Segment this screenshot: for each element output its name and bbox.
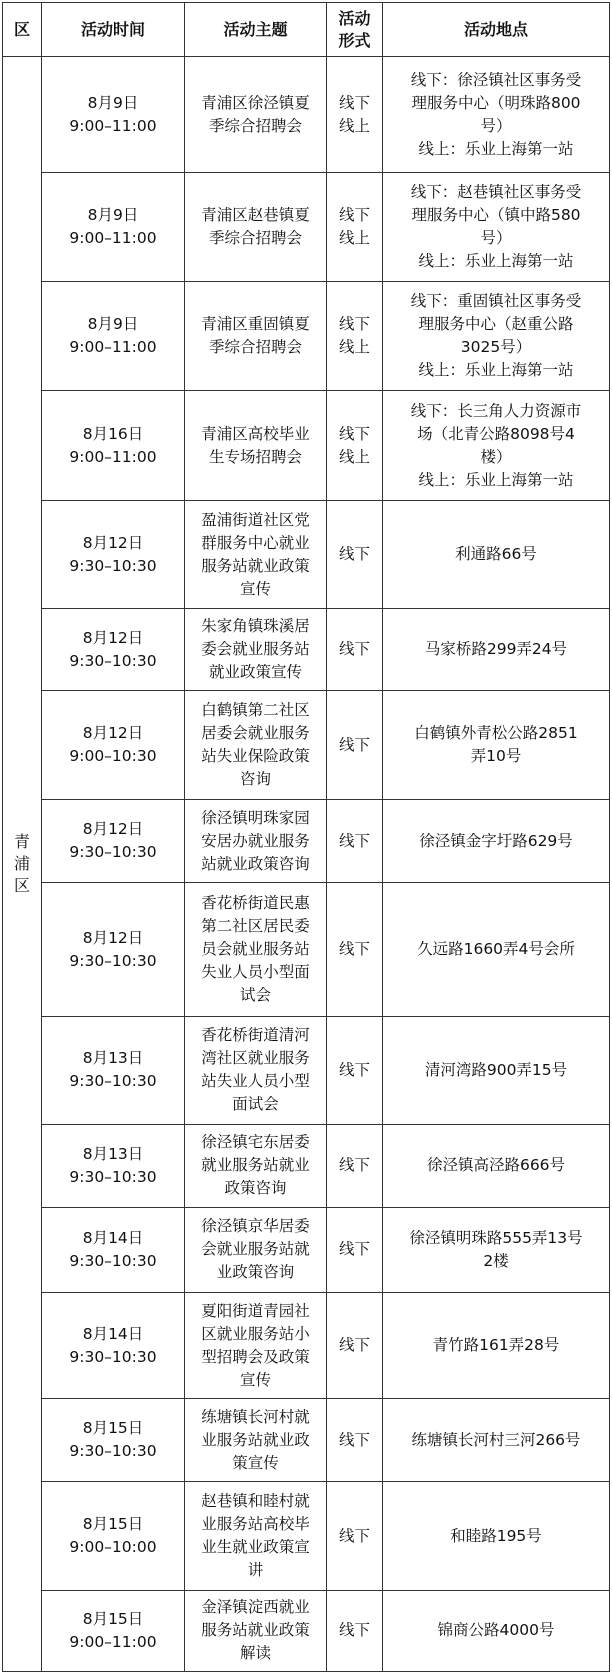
time-cell (42, 883, 185, 1017)
theme-cell-line: 面试会 (232, 1095, 279, 1114)
theme-cell-line: 业服务站就业政 (201, 1430, 310, 1449)
time-cell (42, 800, 185, 883)
location-cell (383, 281, 610, 391)
time-cell (42, 57, 185, 173)
form-cell (327, 1124, 383, 1207)
theme-cell-line: 金泽镇淀西就业 (201, 1598, 310, 1617)
theme-cell-line: 失业人员小型面 (201, 963, 310, 982)
time-cell-line: 9:30–10:30 (69, 1167, 157, 1186)
time-cell-line: 8月15日 (82, 1419, 144, 1438)
theme-cell-line: 解读 (239, 1644, 271, 1663)
location-cell-line: 号） (480, 228, 512, 247)
theme-cell-line: 委会就业服务站 (201, 640, 310, 659)
location-cell (383, 57, 610, 173)
time-cell-line: 9:30–10:30 (69, 951, 157, 970)
location-cell-line: 线上：乐业上海第一站 (418, 139, 574, 158)
location-cell-line: 和睦路195号 (450, 1526, 542, 1545)
header-time: 活动时间 (42, 3, 185, 57)
time-cell-line: 8月15日 (82, 1515, 144, 1534)
theme-cell-line: 第二社区居民委 (201, 917, 310, 936)
theme-cell-line: 就业服务站就业 (201, 1156, 310, 1175)
theme-cell-line: 站就业政策咨询 (201, 854, 310, 873)
theme-cell-line: 群服务中心就业 (201, 533, 310, 552)
header-form-line: 形式 (338, 30, 371, 50)
location-cell (383, 1292, 610, 1398)
form-cell (327, 609, 383, 691)
district-char: 区 (13, 876, 30, 895)
form-cell (327, 281, 383, 391)
location-cell-line: 线下：赵巷镇社区事务受 (410, 182, 582, 201)
time-cell (42, 1292, 185, 1398)
table-row (3, 1590, 610, 1671)
table-row (3, 500, 610, 609)
time-cell (42, 173, 185, 282)
theme-cell-line: 安居办就业服务 (201, 831, 310, 850)
theme-cell-line: 就业政策宣传 (208, 663, 302, 682)
time-cell (42, 391, 185, 501)
location-cell-line: 徐泾镇金字圩路629号 (419, 831, 573, 850)
theme-cell-line: 徐泾镇明珠家园 (201, 808, 310, 827)
time-cell-line: 8月16日 (82, 424, 144, 443)
theme-cell-line: 服务站就业政策 (201, 1621, 310, 1640)
theme-cell-line: 咨询 (239, 770, 271, 789)
time-cell (42, 691, 185, 800)
location-cell-line: 线上：乐业上海第一站 (418, 251, 574, 270)
form-cell-line: 线上 (338, 447, 370, 466)
location-cell-line: 理服务中心（明珠路800 (411, 93, 581, 112)
time-cell-line: 8月9日 (87, 93, 139, 112)
theme-cell-line: 宣传 (239, 579, 271, 598)
table-row (3, 391, 610, 501)
time-cell-line: 8月14日 (82, 1228, 144, 1247)
time-cell (42, 1399, 185, 1482)
table-row (3, 1017, 610, 1125)
time-cell-line: 9:30–10:30 (69, 651, 157, 670)
location-cell-line: 理服务中心（镇中路580 (411, 205, 581, 224)
theme-cell-line: 政策咨询 (224, 1179, 287, 1198)
time-cell-line: 9:00–11:00 (69, 447, 157, 466)
location-cell-line: 白鹤镇外青松公路2851 (414, 724, 578, 743)
location-cell-line: 2楼 (483, 1251, 509, 1270)
table-row (3, 1399, 610, 1482)
theme-cell-line: 盈浦街道社区党 (201, 510, 310, 529)
form-cell-line: 线下 (338, 1621, 370, 1640)
theme-cell-line: 徐泾镇京华居委 (201, 1217, 310, 1236)
time-cell (42, 1017, 185, 1125)
theme-cell (185, 1590, 327, 1671)
theme-cell-line: 夏阳街道青园社 (201, 1301, 310, 1320)
time-cell-line: 9:00–11:00 (69, 337, 157, 356)
location-cell (383, 500, 610, 609)
form-cell-line: 线下 (338, 831, 370, 850)
location-cell (383, 609, 610, 691)
time-cell-line: 9:00–10:00 (69, 1538, 157, 1557)
theme-cell (185, 391, 327, 501)
location-cell-line: 弄10号 (470, 747, 522, 766)
location-cell-line: 线下：徐泾镇社区事务受 (410, 70, 582, 89)
event-schedule-table (2, 2, 610, 1672)
location-cell (383, 1482, 610, 1591)
location-cell (383, 1590, 610, 1671)
theme-cell (185, 1399, 327, 1482)
theme-cell-line: 香花桥街道民惠 (201, 894, 310, 913)
theme-cell-line: 服务站就业政策 (201, 556, 310, 575)
time-cell-line: 9:30–10:30 (69, 843, 157, 862)
location-cell-line: 场（北青公路8098号4 (417, 424, 575, 443)
time-cell-line: 9:00–11:00 (69, 228, 157, 247)
table-row (3, 173, 610, 282)
time-cell-line: 9:30–10:30 (69, 1072, 157, 1091)
time-cell-line: 8月14日 (82, 1324, 144, 1343)
time-cell (42, 281, 185, 391)
theme-cell-line: 生专场招聘会 (208, 447, 302, 466)
location-cell-line: 徐泾镇明珠路555弄13号 (409, 1228, 583, 1247)
location-cell (383, 391, 610, 501)
form-cell (327, 1207, 383, 1292)
theme-cell (185, 1292, 327, 1398)
theme-cell (185, 281, 327, 391)
location-cell-line: 线下：重固镇社区事务受 (410, 291, 582, 310)
theme-cell-line: 白鹤镇第二社区 (201, 701, 310, 720)
form-cell-line: 线下 (338, 735, 370, 754)
table-row (3, 57, 610, 173)
table-row (3, 800, 610, 883)
location-cell (383, 1207, 610, 1292)
form-cell-line: 线下 (338, 1240, 370, 1259)
table-body (3, 57, 610, 1672)
form-cell-line: 线下 (338, 1430, 370, 1449)
theme-cell (185, 1482, 327, 1591)
form-cell (327, 1590, 383, 1671)
district-char: 青 (13, 832, 30, 851)
theme-cell-line: 站失业保险政策 (201, 747, 310, 766)
time-cell-line: 8月12日 (82, 724, 144, 743)
theme-cell (185, 1207, 327, 1292)
form-cell (327, 500, 383, 609)
theme-cell-line: 季综合招聘会 (208, 337, 302, 356)
theme-cell (185, 173, 327, 282)
theme-cell (185, 1124, 327, 1207)
form-cell-line: 线下 (338, 640, 370, 659)
header-theme: 活动主题 (185, 3, 327, 57)
theme-cell-line: 季综合招聘会 (208, 228, 302, 247)
theme-cell-line: 湾社区就业服务 (201, 1049, 310, 1068)
table-row (3, 1482, 610, 1591)
time-cell (42, 1590, 185, 1671)
form-cell-line: 线下 (338, 424, 370, 443)
location-cell-line: 号） (480, 116, 512, 135)
time-cell-line: 9:30–10:30 (69, 1251, 157, 1270)
district-cell (3, 57, 42, 1672)
time-cell-line: 8月12日 (82, 628, 144, 647)
location-cell-line: 马家桥路299弄24号 (424, 640, 568, 659)
form-cell (327, 691, 383, 800)
location-cell-line: 青竹路161弄28号 (432, 1336, 560, 1355)
location-cell-line: 练塘镇长河村三河266号 (411, 1430, 581, 1449)
theme-cell-line: 青浦区重固镇夏 (201, 314, 310, 333)
theme-cell-line: 讲 (247, 1561, 264, 1580)
time-cell (42, 1482, 185, 1591)
form-cell (327, 1017, 383, 1125)
time-cell-line: 8月15日 (82, 1609, 144, 1628)
location-cell (383, 173, 610, 282)
theme-cell (185, 57, 327, 173)
time-cell-line: 8月13日 (82, 1049, 144, 1068)
location-cell-line: 利通路66号 (455, 545, 537, 564)
theme-cell (185, 691, 327, 800)
theme-cell-line: 业服务站高校毕 (201, 1515, 310, 1534)
form-cell-line: 线下 (338, 1526, 370, 1545)
time-cell-line: 8月9日 (87, 205, 139, 224)
theme-cell-line: 宣传 (239, 1370, 271, 1389)
theme-cell-line: 业生就业政策宣 (201, 1538, 310, 1557)
location-cell (383, 1124, 610, 1207)
location-cell-line: 线上：乐业上海第一站 (418, 470, 574, 489)
form-cell (327, 1399, 383, 1482)
theme-cell-line: 居委会就业服务 (201, 724, 310, 743)
form-cell (327, 1482, 383, 1591)
location-cell (383, 883, 610, 1017)
theme-cell-line: 香花桥街道清河 (201, 1026, 310, 1045)
theme-cell-line: 青浦区徐泾镇夏 (201, 93, 310, 112)
theme-cell-line: 业政策咨询 (216, 1263, 295, 1282)
theme-cell-line: 策宣传 (232, 1453, 279, 1472)
form-cell-line: 线下 (338, 205, 370, 224)
table-row (3, 1292, 610, 1398)
theme-cell-line: 赵巷镇和睦村就 (201, 1492, 310, 1511)
header-district: 区 (3, 3, 42, 57)
form-cell-line: 线下 (338, 1336, 370, 1355)
time-cell (42, 609, 185, 691)
time-cell-line: 8月13日 (82, 1144, 144, 1163)
location-cell-line: 3025号） (460, 337, 532, 356)
theme-cell (185, 1017, 327, 1125)
table-row (3, 883, 610, 1017)
header-form (327, 3, 383, 57)
form-cell (327, 883, 383, 1017)
theme-cell-line: 试会 (239, 986, 271, 1005)
time-cell-line: 8月12日 (82, 533, 144, 552)
time-cell-line: 8月9日 (87, 314, 139, 333)
time-cell (42, 1207, 185, 1292)
form-cell-line: 线下 (338, 940, 370, 959)
time-cell (42, 1124, 185, 1207)
header-row (3, 3, 610, 57)
form-cell-line: 线下 (338, 1156, 370, 1175)
form-cell-line: 线下 (338, 1060, 370, 1079)
table-row (3, 281, 610, 391)
theme-cell-line: 区就业服务站小 (201, 1324, 310, 1343)
table-row (3, 691, 610, 800)
table-row (3, 1124, 610, 1207)
theme-cell-line: 站失业人员小型 (201, 1072, 310, 1091)
form-cell (327, 57, 383, 173)
form-cell-line: 线上 (338, 116, 370, 135)
theme-cell-line: 青浦区赵巷镇夏 (201, 205, 310, 224)
location-cell-line: 线下：长三角人力资源市 (410, 401, 582, 420)
theme-cell-line: 练塘镇长河村就 (201, 1407, 310, 1426)
location-cell-line: 徐泾镇高泾路666号 (426, 1156, 566, 1175)
form-cell (327, 1292, 383, 1398)
time-cell-line: 8月12日 (82, 928, 144, 947)
theme-cell-line: 青浦区高校毕业 (201, 424, 310, 443)
header-form-line: 活动 (338, 8, 371, 28)
theme-cell-line: 徐泾镇宅东居委 (201, 1133, 310, 1152)
form-cell-line: 线上 (338, 337, 370, 356)
location-cell (383, 691, 610, 800)
time-cell-line: 9:30–10:30 (69, 556, 157, 575)
theme-cell-line: 朱家角镇珠溪居 (201, 617, 310, 636)
location-cell (383, 1017, 610, 1125)
theme-cell (185, 609, 327, 691)
table-row (3, 1207, 610, 1292)
form-cell (327, 173, 383, 282)
theme-cell (185, 883, 327, 1017)
theme-cell (185, 500, 327, 609)
form-cell (327, 800, 383, 883)
form-cell-line: 线下 (338, 93, 370, 112)
form-cell-line: 线下 (338, 545, 370, 564)
theme-cell-line: 会就业服务站就 (201, 1240, 310, 1259)
header-location: 活动地点 (383, 3, 610, 57)
form-cell-line: 线下 (338, 314, 370, 333)
theme-cell-line: 季综合招聘会 (208, 116, 302, 135)
location-cell-line: 理服务中心（赵重公路 (418, 314, 574, 333)
theme-cell-line: 型招聘会及政策 (201, 1347, 310, 1366)
location-cell (383, 1399, 610, 1482)
form-cell (327, 391, 383, 501)
district-char: 浦 (13, 854, 30, 873)
time-cell (42, 500, 185, 609)
table-row (3, 609, 610, 691)
theme-cell (185, 800, 327, 883)
time-cell-line: 9:30–10:30 (69, 1442, 157, 1461)
time-cell-line: 9:00–10:30 (69, 747, 157, 766)
location-cell-line: 锦商公路4000号 (437, 1621, 555, 1640)
location-cell-line: 清河湾路900弄15号 (424, 1060, 568, 1079)
time-cell-line: 9:00–11:00 (69, 1632, 157, 1651)
location-cell-line: 久远路1660弄4号会所 (417, 940, 575, 959)
time-cell-line: 9:00–11:00 (69, 116, 157, 135)
time-cell-line: 9:30–10:30 (69, 1347, 157, 1366)
location-cell (383, 800, 610, 883)
time-cell-line: 8月12日 (82, 820, 144, 839)
theme-cell-line: 员会就业服务站 (201, 940, 310, 959)
location-cell-line: 楼） (480, 447, 512, 466)
form-cell-line: 线上 (338, 228, 370, 247)
location-cell-line: 线上：乐业上海第一站 (418, 360, 574, 379)
